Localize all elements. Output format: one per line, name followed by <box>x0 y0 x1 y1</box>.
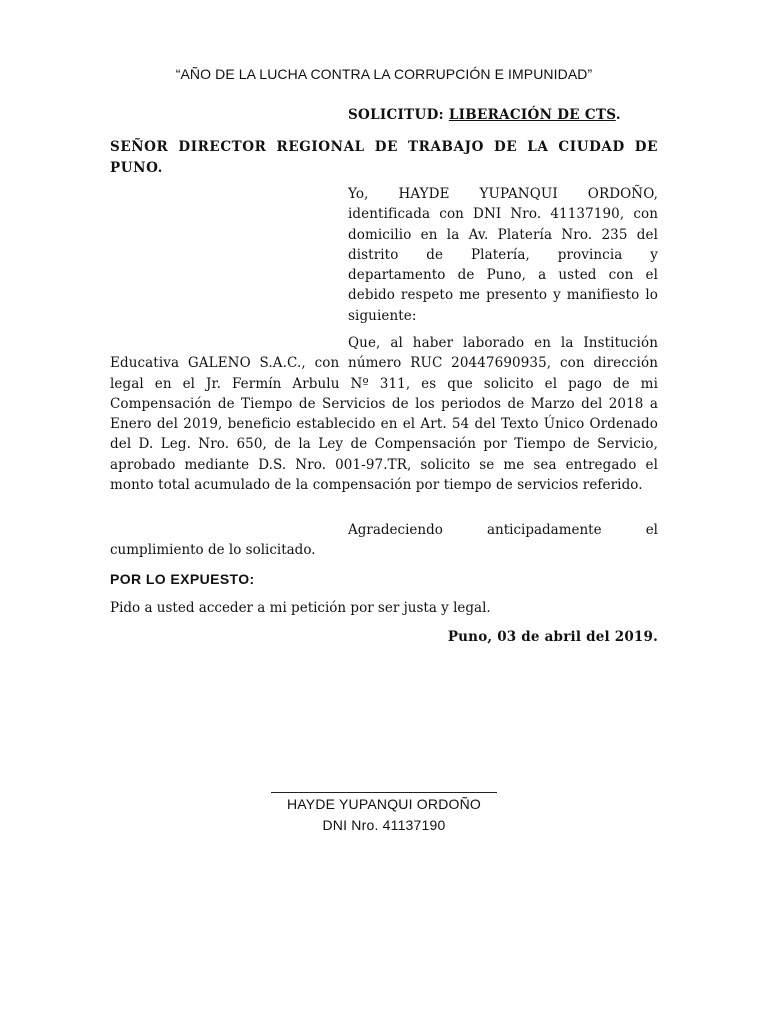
year-motto: “AÑO DE LA LUCHA CONTRA LA CORRUPCIÓN E IMPUNIDAD” <box>175 66 593 82</box>
request-line: Pido a usted acceder a mi petición por ser justa y legal. <box>110 600 491 616</box>
addressee: SEÑOR DIRECTOR REGIONAL DE TRABAJO DE LA CIUDAD DE PUNO. <box>110 139 658 176</box>
subject-label: SOLICITUD: <box>348 107 449 123</box>
subject-line <box>348 107 621 123</box>
por-lo-expuesto-heading: POR LO EXPUESTO: <box>110 571 255 587</box>
subject-end: . <box>615 107 621 123</box>
intro-paragraph: Yo, HAYDE YUPANQUI ORDOÑO, identificada con DNI Nro. 41137190, con domicilio en la Av. Platería Nro. 235 del distrito de Platería, provincia y departamento de Puno, a usted con el debido respeto me presento y manifiesto lo siguiente: <box>348 186 658 324</box>
body-paragraph: Que, al haber laborado en la Institución Educativa GALENO S.A.C., con número RUC 20447690935, con dirección legal en el Jr. Fermín Arbulu Nº 311, es que solicito el pago de mi Compensación de Tiempo de Servicios de los periodos de Marzo del 2018 a Enero del 2019, beneficio establecido en el Art. 54 del Texto Único Ordenado del D. Leg. Nro. 650, de la Ley de Compensación por Tiempo de Servicio, aprobado mediante D.S. Nro. 001-97.TR, solicito se me sea entregado el monto total acumulado de la compensación por tiempo de servicios referido. <box>110 335 658 494</box>
signature-dni: DNI Nro. 41137190 <box>322 817 446 833</box>
signature-name: HAYDE YUPANQUI ORDOÑO <box>286 796 481 812</box>
thanks-paragraph: Agradeciendo anticipadamente el cumplimiento de lo solicitado. <box>110 522 658 559</box>
signature-line <box>271 792 497 793</box>
date-line: Puno, 03 de abril del 2019. <box>447 629 658 645</box>
subject-value: LIBERACIÓN DE CTS <box>448 107 616 123</box>
